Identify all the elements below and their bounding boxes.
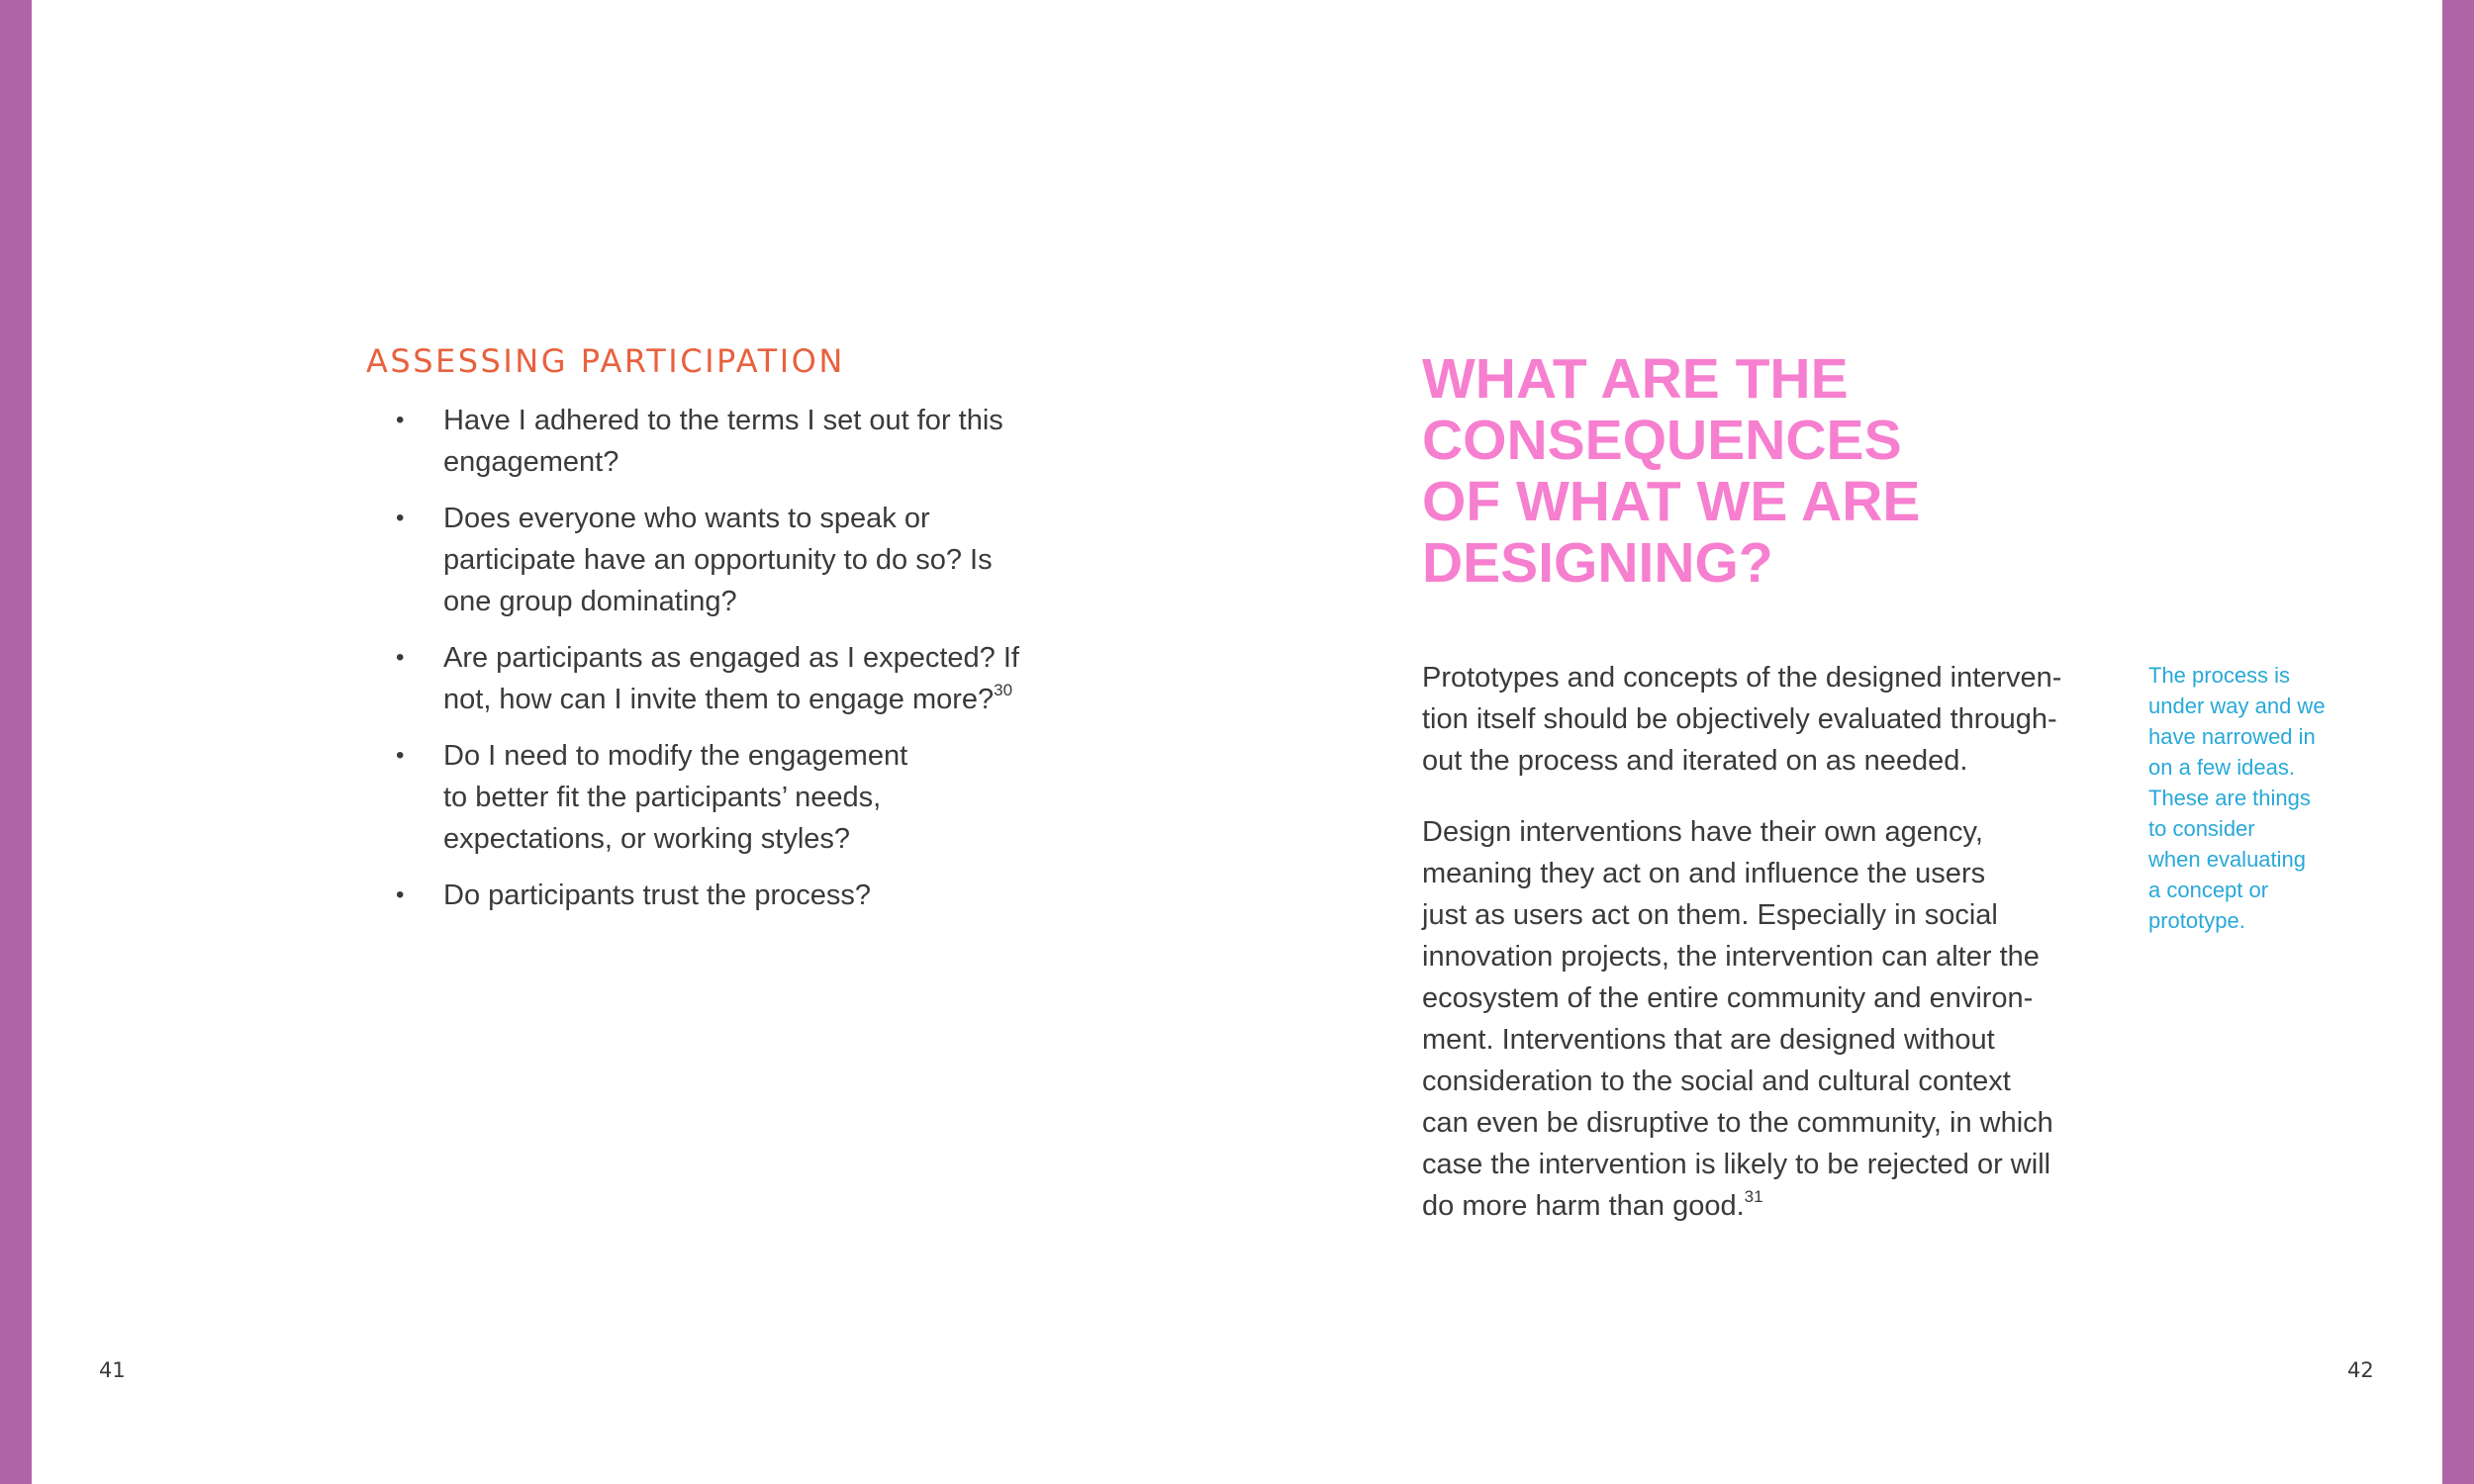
page-number-right: 42 [2347, 1358, 2374, 1382]
section-heading: ASSESSING PARTICIPATION [366, 342, 845, 380]
list-item [396, 637, 1089, 720]
page-number-left: 41 [99, 1358, 126, 1382]
sidebar-note: The process is under way and we have narrowed in on a few ideas. These are things to consider when evaluating a concept or prototype. [2148, 663, 2326, 933]
bullet-icon: • [396, 505, 405, 531]
right-edge-bar [2442, 0, 2474, 1484]
page-title: WHAT ARE THE CONSEQUENCES OF WHAT WE ARE DESIGNING? [1422, 347, 1921, 595]
list-item [396, 498, 1089, 622]
list-item-text: Have I adhered to the terms I set out for this engagement? [443, 405, 1003, 478]
list-item-text: Are participants as engaged as I expected? If not, how can I invite them to engage more? [443, 642, 1019, 715]
bullet-icon: • [396, 881, 405, 908]
bullet-icon: • [396, 407, 405, 433]
footnote-marker: 31 [1744, 1187, 1763, 1206]
paragraph-2 [1422, 811, 2135, 1227]
paragraph-1: Prototypes and concepts of the designed interven- tion itself should be objectively evaluated through- out the process and iterated on as needed. [1422, 662, 2062, 777]
bullet-icon: • [396, 644, 405, 671]
left-edge-bar [0, 0, 32, 1484]
footnote-marker: 30 [994, 681, 1013, 699]
bullet-icon: • [396, 742, 405, 769]
list-item [396, 735, 1089, 860]
list-item [396, 875, 1089, 916]
list-item-text: Do participants trust the process? [443, 880, 871, 911]
paragraph-2-text: Design interventions have their own agency, meaning they act on and influence the users just as users act on them. Especially in social innovation projects, the intervention can alter the ecosystem of the entire community and environ- ment. Interventions that are designed without consideration to the social and cultural context can even be disruptive to the community, in which case the intervention is likely to be rejected or will do more harm than good. [1422, 816, 2053, 1222]
list-item [396, 400, 1089, 483]
body-text [1422, 657, 2135, 1256]
list-item-text: Do I need to modify the engagement to better fit the participants’ needs, expectations, or working styles? [443, 740, 908, 855]
list-item-text: Does everyone who wants to speak or participate have an opportunity to do so? Is one group dominating? [443, 503, 993, 617]
participation-questions-list [396, 400, 1089, 931]
